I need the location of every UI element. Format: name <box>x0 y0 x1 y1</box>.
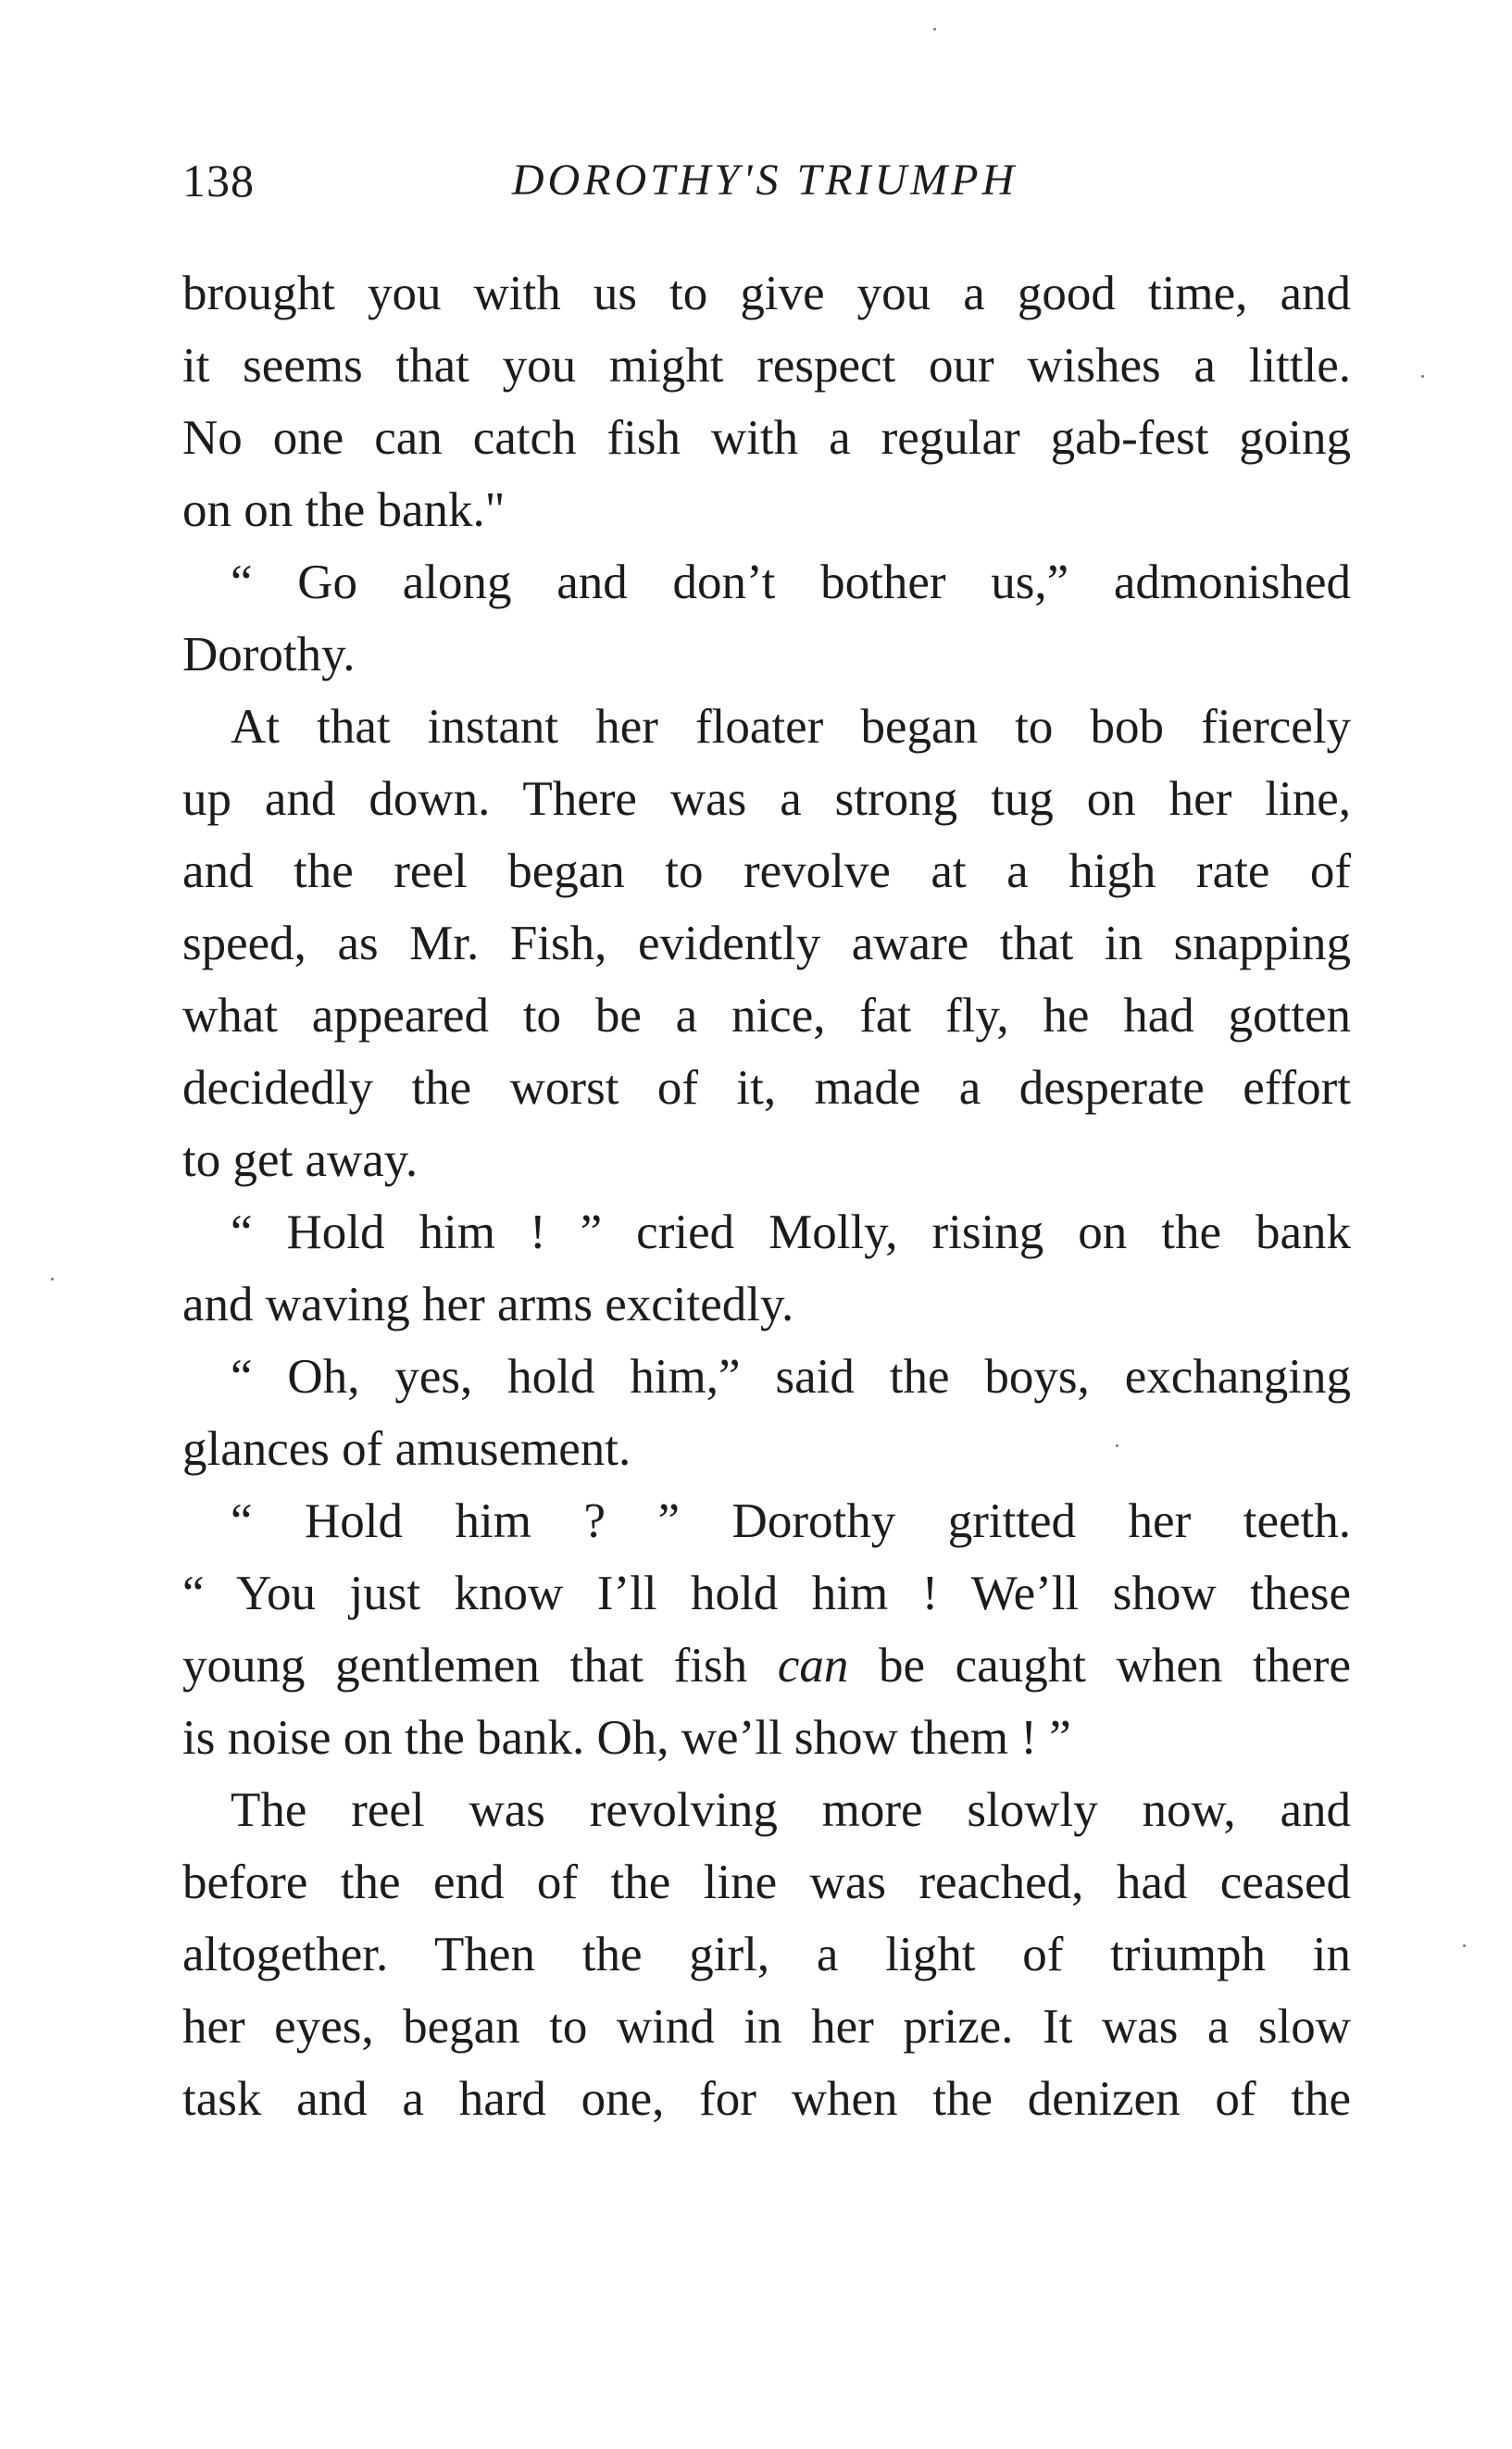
text-line: her eyes, began to wind in her prize. It was a slow <box>182 2000 1351 2054</box>
paper-speck <box>51 1278 54 1281</box>
text-line: is noise on the bank. Oh, we’ll show them ! ” <box>182 1711 1071 1765</box>
page-number: 138 <box>182 155 255 206</box>
paper-speck <box>1421 375 1424 378</box>
text-segment: young gentlemen that fish <box>182 1639 778 1693</box>
text-line: “ Oh, yes, hold him,” said the boys, exchanging <box>231 1350 1351 1404</box>
text-line: task and a hard one, for when the denizen of the <box>182 2072 1351 2126</box>
text-segment: be caught when there <box>848 1639 1351 1693</box>
text-line: decidedly the worst of it, made a desperate effort <box>182 1061 1351 1115</box>
paper-speck <box>1463 1944 1466 1947</box>
paper-speck <box>1116 1444 1118 1447</box>
emphasized-word: can <box>777 1639 849 1693</box>
text-line: and waving her arms excitedly. <box>182 1278 794 1331</box>
text-line: up and down. There was a strong tug on her line, <box>182 772 1351 826</box>
text-line: “ Hold him ? ” Dorothy gritted her teeth. <box>231 1494 1351 1548</box>
text-line <box>182 1630 1351 1702</box>
text-line: “ You just know I’ll hold him ! We’ll show these <box>182 1567 1351 1620</box>
text-line: speed, as Mr. Fish, evidently aware that in snapping <box>182 917 1351 970</box>
text-line: on on the bank." <box>182 483 506 537</box>
text-line: and the reel began to revolve at a high rate of <box>182 844 1351 898</box>
text-line: At that instant her floater began to bob fiercely <box>231 700 1351 754</box>
running-head <box>182 148 1347 213</box>
running-title: DOROTHY'S TRIUMPH <box>511 156 1018 205</box>
text-line: “ Hold him ! ” cried Molly, rising on the bank <box>231 1206 1351 1259</box>
text-line: altogether. Then the girl, a light of triumph in <box>182 1928 1351 1981</box>
text-line: it seems that you might respect our wishes a little. <box>182 339 1351 393</box>
text-line: what appeared to be a nice, fat fly, he had gotten <box>182 989 1351 1043</box>
text-line: before the end of the line was reached, had ceased <box>182 1855 1351 1909</box>
text-line: brought you with us to give you a good time, and <box>182 267 1351 320</box>
paper-speck <box>933 28 936 31</box>
text-line: Dorothy. <box>182 628 356 681</box>
text-line: to get away. <box>182 1133 419 1187</box>
text-line: “ Go along and don’t bother us,” admonished <box>231 556 1351 609</box>
text-line: glances of amusement. <box>182 1422 631 1476</box>
text-line: The reel was revolving more slowly now, and <box>231 1783 1351 1837</box>
text-line: No one can catch fish with a regular gab-fest going <box>182 411 1351 465</box>
body-text <box>182 257 1351 2135</box>
